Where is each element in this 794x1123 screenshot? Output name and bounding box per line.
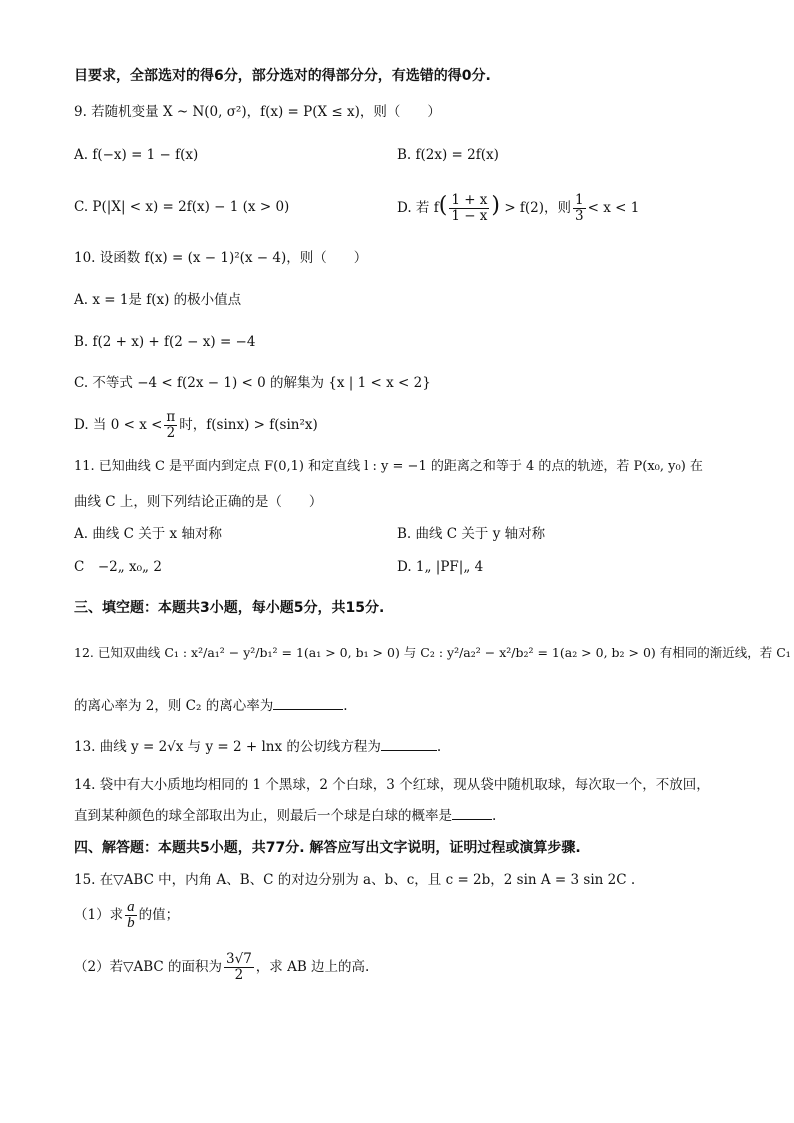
q15-part1 (74, 897, 179, 933)
q15-stem: 15. 在▽ABC 中，内角 A、B、C 的对边分别为 a、b、c，且 c = 2b，2 sin A = 3 sin 2C . (74, 872, 636, 888)
q15-part2 (74, 947, 369, 987)
q10-d-suffix: 时，f(sinx) > f(sin²x) (179, 417, 318, 433)
q13-answer-blank (381, 738, 437, 751)
q12-answer-blank (273, 697, 343, 710)
q11-stem-line1: 11. 已知曲线 C 是平面内到定点 F(0,1) 和定直线 l : y = −1 的距离之和等于 4 的点的轨迹，若 P(x₀, y₀) 在 (74, 459, 703, 474)
q9-stem: 9. 若随机变量 X ~ N(0, σ²)，f(x) = P(X ≤ x)，则（ ） (74, 104, 441, 120)
q10-stem: 10. 设函数 f(x) = (x − 1)²(x − 4)，则（ ） (74, 250, 368, 266)
q9-d-third: $\frac{1}{3}$ (575, 192, 584, 224)
q15-p2-suffix: ，求 AB 边上的高. (255, 959, 370, 975)
q15-p1-suffix: 的值； (138, 907, 180, 923)
q10-option-c: C. 不等式 −4 < f(2x − 1) < 0 的解集为 {x | 1 < x < 2} (74, 375, 431, 391)
q15-p2-fraction: $\frac{3√7}{2}$ (226, 951, 252, 983)
q14-answer-blank (452, 807, 492, 820)
q10-d-fraction: $\frac{\pi}{2}$ (166, 409, 176, 441)
q11-option-a: A. 曲线 C 关于 x 轴对称 (74, 526, 222, 542)
q13-end: . (436, 739, 442, 755)
q9-d-mid: > f(2)，则 (504, 200, 572, 216)
q9-option-d: D. 若 f( $\frac{1 + x}{1 - x}$ ) > f(2)，则 $\frac{1}{3}$ < x < 1 (397, 192, 640, 224)
q13-text: 13. 曲线 y = 2√x 与 y = 2 + lnx 的公切线方程为 (74, 739, 381, 755)
intro-line: 目要求，全部选对的得6分，部分选对的得部分分，有选错的得0分. (74, 68, 491, 84)
q12-line2 (74, 696, 348, 716)
q12-end: . (343, 698, 348, 714)
q9-option-a: A. f(−x) = 1 − f(x) (74, 147, 199, 163)
q14-line1: 14. 袋中有大小质地均相同的 1 个黑球，2 个白球，3 个红球，现从袋中随机取球，每次取一个，不放回， (74, 777, 710, 793)
q12-line2-text: 的离心率为 2，则 C₂ 的离心率为 (74, 698, 274, 714)
q14-line2 (74, 806, 496, 826)
q15-p2-prefix: （2）若▽ABC 的面积为 (74, 959, 223, 975)
q9-option-c: C. P(|X| < x) = 2f(x) − 1 (x > 0) (74, 199, 290, 215)
q13-line (74, 737, 441, 757)
section-4-heading: 四、解答题：本题共5小题，共77分. 解答应写出文字说明，证明过程或演算步骤. (74, 840, 581, 856)
q14-end: . (492, 808, 497, 824)
q9-d-prefix: D. 若 f (397, 200, 439, 216)
q11-option-c: C −2„ x₀„ 2 (74, 559, 162, 575)
q14-text: 直到某种颜色的球全部取出为止，则最后一个球是白球的概率是 (74, 808, 452, 824)
q11-stem-line2: 曲线 C 上，则下列结论正确的是（ ） (74, 494, 323, 510)
q9-option-b: B. f(2x) = 2f(x) (397, 147, 499, 163)
q10-option-d (74, 407, 318, 443)
q11-option-d: D. 1„ |PF|„ 4 (397, 559, 484, 575)
q11-option-b: B. 曲线 C 关于 y 轴对称 (397, 526, 546, 542)
q9-d-fraction: $\frac{1 + x}{1 - x}$ (451, 192, 488, 224)
section-3-heading: 三、填空题：本题共3小题，每小题5分，共15分. (74, 600, 385, 616)
q15-p1-prefix: （1）求 (74, 907, 124, 923)
q9-d-suffix: < x < 1 (587, 200, 640, 216)
q10-d-prefix: D. 当 0 < x < (74, 417, 163, 433)
q10-option-a: A. x = 1是 f(x) 的极小值点 (74, 292, 242, 308)
q12-line1: 12. 已知双曲线 C₁ : x²/a₁² − y²/b₁² = 1(a₁ > 0, b₁ > 0) 与 C₂ : y²/a₂² − x²/b₂² = 1(a₂ > 0, b₂ > 0) 有相同的渐近线，若 C₁ (74, 645, 791, 660)
q10-option-b: B. f(2 + x) + f(2 − x) = −4 (74, 334, 256, 350)
q15-p1-fraction: $\frac{a}{b}$ (127, 899, 135, 931)
